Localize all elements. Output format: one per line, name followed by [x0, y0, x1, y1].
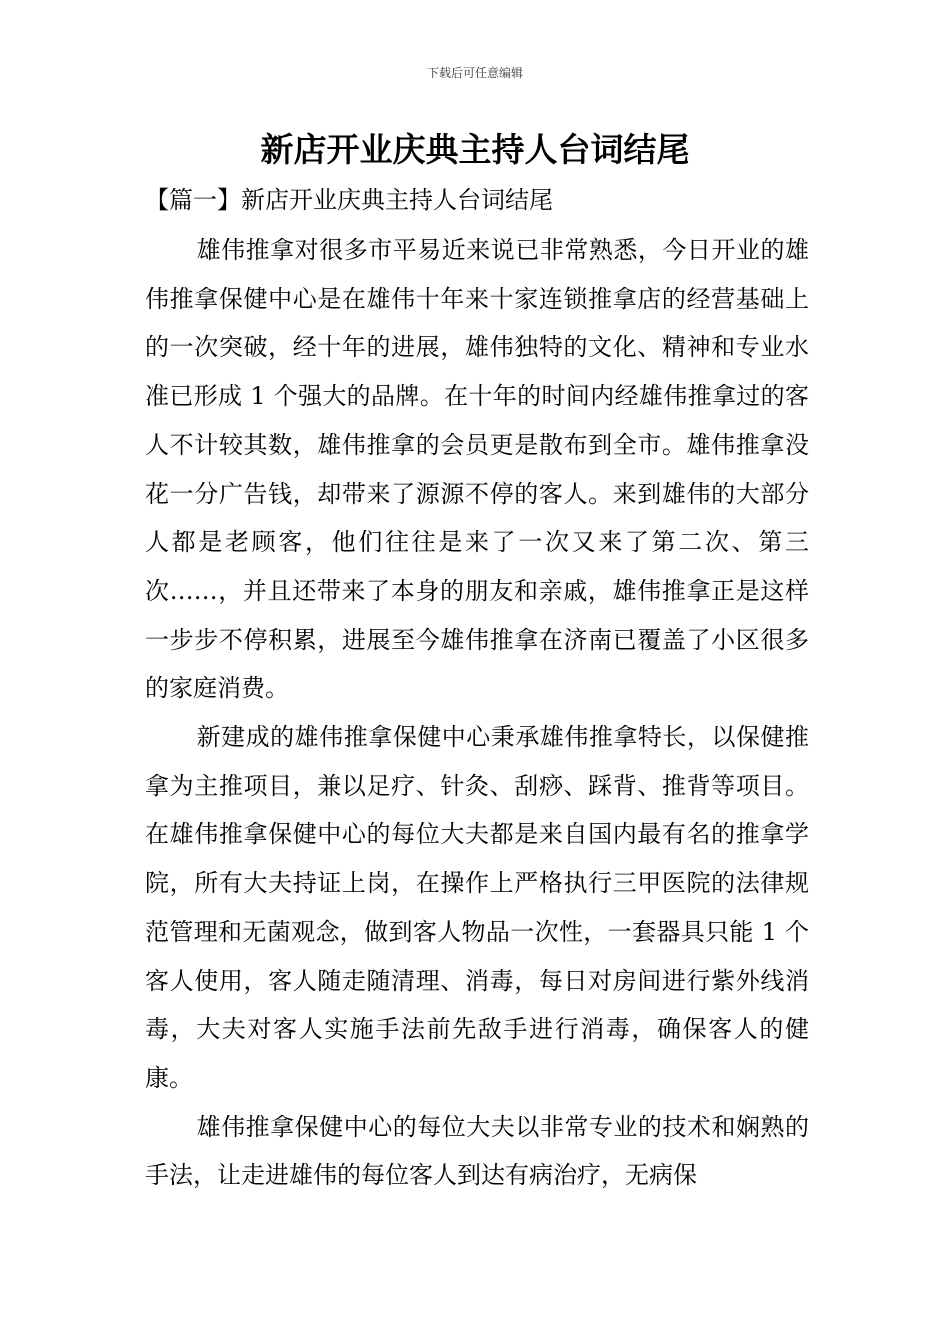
paragraph: 雄伟推拿保健中心的每位大夫以非常专业的技术和娴熟的手法，让走进雄伟的每位客人到达有病治疗，无病保: [145, 1112, 809, 1190]
document-body: [145, 226, 809, 1200]
document-title: 新店开业庆典主持人台词结尾: [260, 130, 690, 169]
paragraph: 雄伟推拿对很多市平易近来说已非常熟悉，今日开业的雄伟推拿保健中心是在雄伟十年来十家连锁推拿店的经营基础上的一次突破，经十年的进展，雄伟独特的文化、精神和专业水准已形成 1 个强大的品牌。在十年的时间内经雄伟推拿过的客人不计较其数，雄伟推拿的会员更是散布到全市。雄伟推拿没花一分广告钱，却带来了源源不停的客人。来到雄伟的大部分人都是老顾客，他们往往是来了一次又来了第二次、第三次……，并且还带来了本身的朋友和亲戚，雄伟推拿正是这样一步步不停积累，进展至今雄伟推拿在济南已覆盖了小区很多的家庭消费。: [145, 236, 809, 703]
section-heading: 【篇一】新店开业庆典主持人台词结尾: [145, 186, 553, 214]
paragraph: 新建成的雄伟推拿保健中心秉承雄伟推拿特长，以保健推拿为主推项目，兼以足疗、针灸、刮痧、踩背、推背等项目。在雄伟推拿保健中心的每位大夫都是来自国内最有名的推拿学院，所有大夫持证上岗，在操作上严格执行三甲医院的法律规范管理和无菌观念，做到客人物品一次性，一套器具只能 1 个客人使用，客人随走随清理、消毒，每日对房间进行紫外线消毒，大夫对客人实施手法前先敌手进行消毒，确保客人的健康。: [145, 723, 809, 1092]
header-note: 下载后可任意编辑: [426, 66, 523, 80]
